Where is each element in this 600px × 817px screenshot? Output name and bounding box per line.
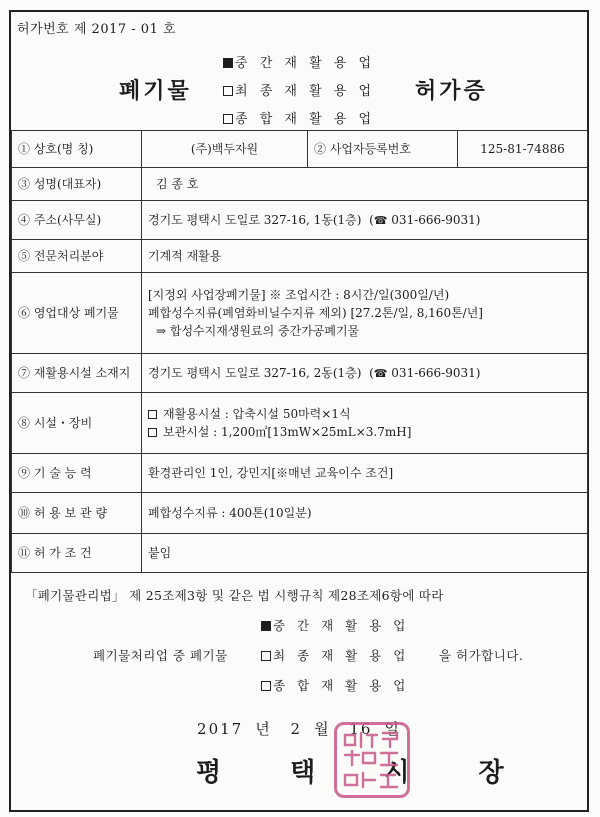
table-row <box>12 534 588 573</box>
trade-name-label: ① 상호(명 칭) <box>12 131 142 168</box>
waste-line-2: 폐합성수지류(폐염화비닐수지류 제외) [27.2톤/일, 8,160톤/년] <box>148 306 483 320</box>
address-value: 경기도 평택시 도일로 327-16, 1동(1층) <box>148 212 362 227</box>
unchecked-box-icon <box>223 86 233 96</box>
checked-box-icon <box>223 58 233 68</box>
tech-label: ⑨ 기 술 능 력 <box>12 454 142 493</box>
permit-details-table <box>11 130 588 573</box>
unchecked-box-icon <box>261 681 271 691</box>
statement-suffix: 을 허가합니다. <box>439 648 524 663</box>
storage-label: ⑩ 허 용 보 관 량 <box>12 493 142 534</box>
seal-graphic <box>337 725 407 795</box>
table-row <box>12 131 588 168</box>
footer-option-intermediate: 중 간 재 활 용 업 <box>261 616 409 634</box>
facility-location-value: 경기도 평택시 도일로 327-16, 2동(1층) <box>148 365 362 380</box>
unchecked-box-icon <box>223 114 233 124</box>
equipment-line-2: 보관시설 : 1,200㎡[13mW×25mL×3.7mH] <box>148 423 581 441</box>
table-row <box>12 354 588 393</box>
representative-label: ③ 성명(대표자) <box>12 168 142 201</box>
legal-basis-text: 「폐기물관리법」 제 25조제3항 및 같은 법 시행규칙 제28조제6항에 따라 <box>25 588 444 603</box>
condition-label: ⑪ 허 가 조 건 <box>12 534 142 573</box>
table-row <box>12 393 588 454</box>
biz-reg-value: 125-81-74886 <box>458 131 588 168</box>
equipment-cell <box>142 393 588 454</box>
equipment-line-1: 재활용시설 : 압축시설 50마력×1식 <box>148 405 581 423</box>
table-row <box>12 454 588 493</box>
tech-value: 환경관리인 1인, 강민지[※매년 교육이수 조건] <box>142 454 588 493</box>
representative-value: 김 종 호 <box>142 168 588 201</box>
checked-box-icon <box>261 621 271 631</box>
waste-label: ⑥ 영업대상 폐기물 <box>12 273 142 354</box>
official-seal-icon <box>334 722 410 798</box>
table-row <box>12 273 588 354</box>
biz-reg-label: ② 사업자등록번호 <box>308 131 458 168</box>
issue-date: 2017 년 2 월 16 일 <box>197 720 401 738</box>
table-row <box>12 493 588 534</box>
title-waste: 폐기물 <box>119 78 192 104</box>
issuer-name: 평 택 시 장 <box>196 758 534 788</box>
permit-document <box>9 10 589 812</box>
footer-option-final: 최 종 재 활 용 업 <box>261 646 409 664</box>
unchecked-box-icon <box>261 651 271 661</box>
facility-location-cell: 경기도 평택시 도일로 327-16, 2동(1층) (☎ 031-666-9031) <box>142 354 588 393</box>
title-permit: 허가증 <box>415 78 488 104</box>
waste-line-3: ⇒ 합성수지재생원료의 중간가공폐기물 <box>156 324 360 338</box>
table-row <box>12 168 588 201</box>
table-row <box>12 240 588 273</box>
phone-icon: ☎ <box>373 366 388 380</box>
field-label: ⑤ 전문처리분야 <box>12 240 142 273</box>
footer-option-comprehensive: 종 합 재 활 용 업 <box>261 676 409 694</box>
table-row <box>12 201 588 240</box>
option-final: 최 종 재 활 용 업 <box>223 78 375 106</box>
equipment-label: ⑧ 시설・장비 <box>12 393 142 454</box>
date-month: 2 <box>290 720 303 738</box>
address-phone: 031-666-9031 <box>391 212 476 227</box>
address-label: ④ 주소(사무실) <box>12 201 142 240</box>
facility-location-label: ⑦ 재활용시설 소재지 <box>12 354 142 393</box>
date-year: 2017 <box>197 720 244 738</box>
statement-prefix: 폐기물처리업 중 폐기물 <box>93 648 228 663</box>
trade-name-value: (주)백두자원 <box>142 131 308 168</box>
waste-cell <box>142 273 588 354</box>
phone-icon: ☎ <box>373 213 388 227</box>
date-day: 16 <box>349 720 373 738</box>
unchecked-box-icon <box>148 410 157 419</box>
facility-phone: 031-666-9031 <box>391 365 476 380</box>
unchecked-box-icon <box>148 428 157 437</box>
option-intermediate: 중 간 재 활 용 업 <box>223 50 375 78</box>
option-comprehensive: 종 합 재 활 용 업 <box>223 106 375 134</box>
storage-value: 폐합성수지류 : 400톤(10일분) <box>142 493 588 534</box>
business-type-options <box>223 50 375 134</box>
condition-value: 붙임 <box>142 534 588 573</box>
permit-number: 허가번호 제 2017 - 01 호 <box>17 22 177 37</box>
address-cell: 경기도 평택시 도일로 327-16, 1동(1층) (☎ 031-666-9031) <box>142 201 588 240</box>
field-value: 기계적 재활용 <box>142 240 588 273</box>
waste-line-1: [지정외 사업장폐기물] ※ 조업시간 : 8시간/일(300일/년) <box>148 288 450 302</box>
